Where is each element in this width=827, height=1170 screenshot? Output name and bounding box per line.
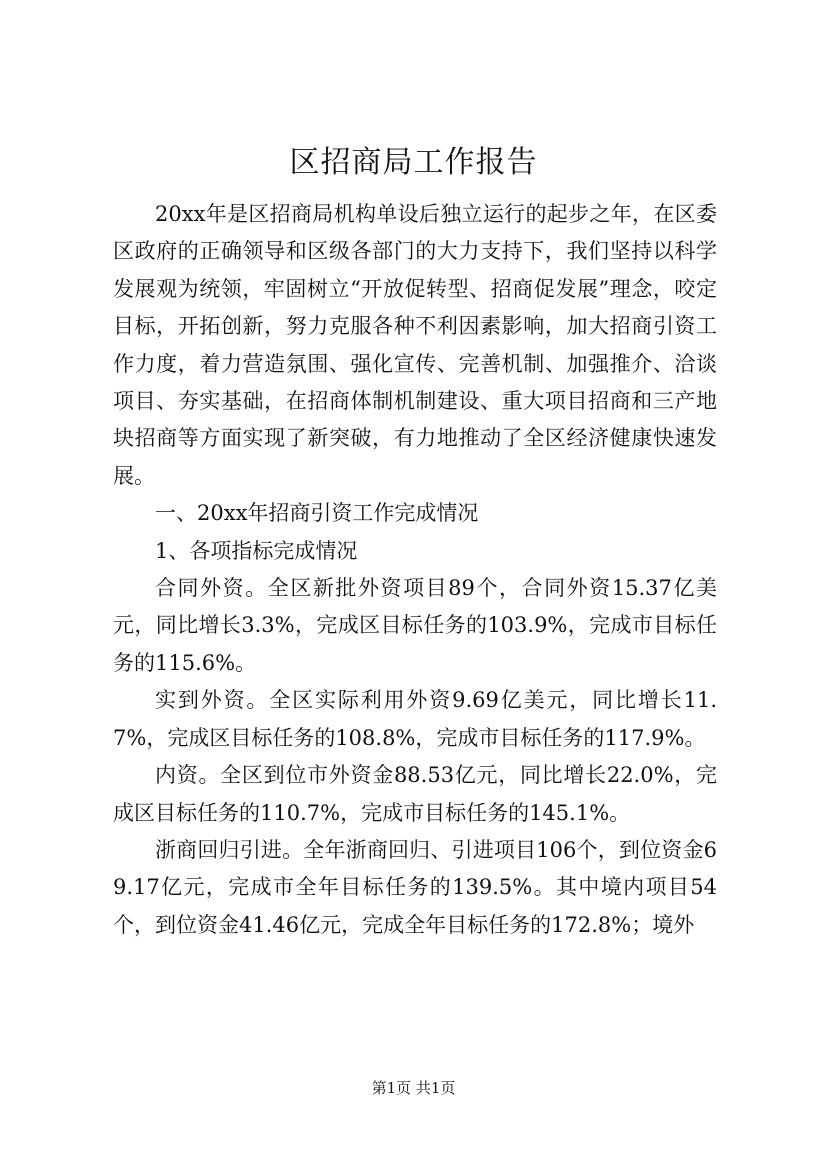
paragraph-intro: 20xx年是区招商局机构单设后独立运行的起步之年，在区委区政府的正确领导和区级各部门的大力支持下，我们坚持以科学发展观为统领，牢固树立“开放促转型、招商促发展”理念，咬定目标，开拓创新，努力克服各种不利因素影响，加大招商引资工作力度，着力营造氛围、强化宣传、完善机制、加强推介、洽谈项目、夯实基础，在招商体制机制建设、重大项目招商和三产地块招商等方面实现了新突破，有力地推动了全区经济健康快速发展。 [113,202,717,488]
document-title: 区招商局工作报告 [289,145,538,180]
paragraph-actual-foreign-investment: 实到外资。全区实际利用外资9.69亿美元，同比增长11.7%，完成区目标任务的108.8%，完成市目标任务的117.9%。 [113,688,717,750]
subsection-heading: 1、各项指标完成情况 [155,538,358,563]
document-body [113,196,717,944]
paragraph-domestic-investment: 内资。全区到位市外资金88.53亿元，同比增长22.0%，完成区目标任务的110.7%，完成市目标任务的145.1%。 [113,763,717,825]
page-footer: 第1页 共1页 [371,1079,456,1097]
section-heading: 一、20xx年招商引资工作完成情况 [155,501,479,526]
paragraph-zhejiang-merchants: 浙商回归引进。全年浙商回归、引进项目106个，到位资金69.17亿元，完成市全年目标任务的139.5%。其中境内项目54个，到位资金41.46亿元，完成全年目标任务的172.8%；境外 [113,837,717,937]
paragraph-contract-foreign-investment: 合同外资。全区新批外资项目89个，合同外资15.37亿美元，同比增长3.3%，完成区目标任务的103.9%，完成市目标任务的115.6%。 [113,576,717,675]
